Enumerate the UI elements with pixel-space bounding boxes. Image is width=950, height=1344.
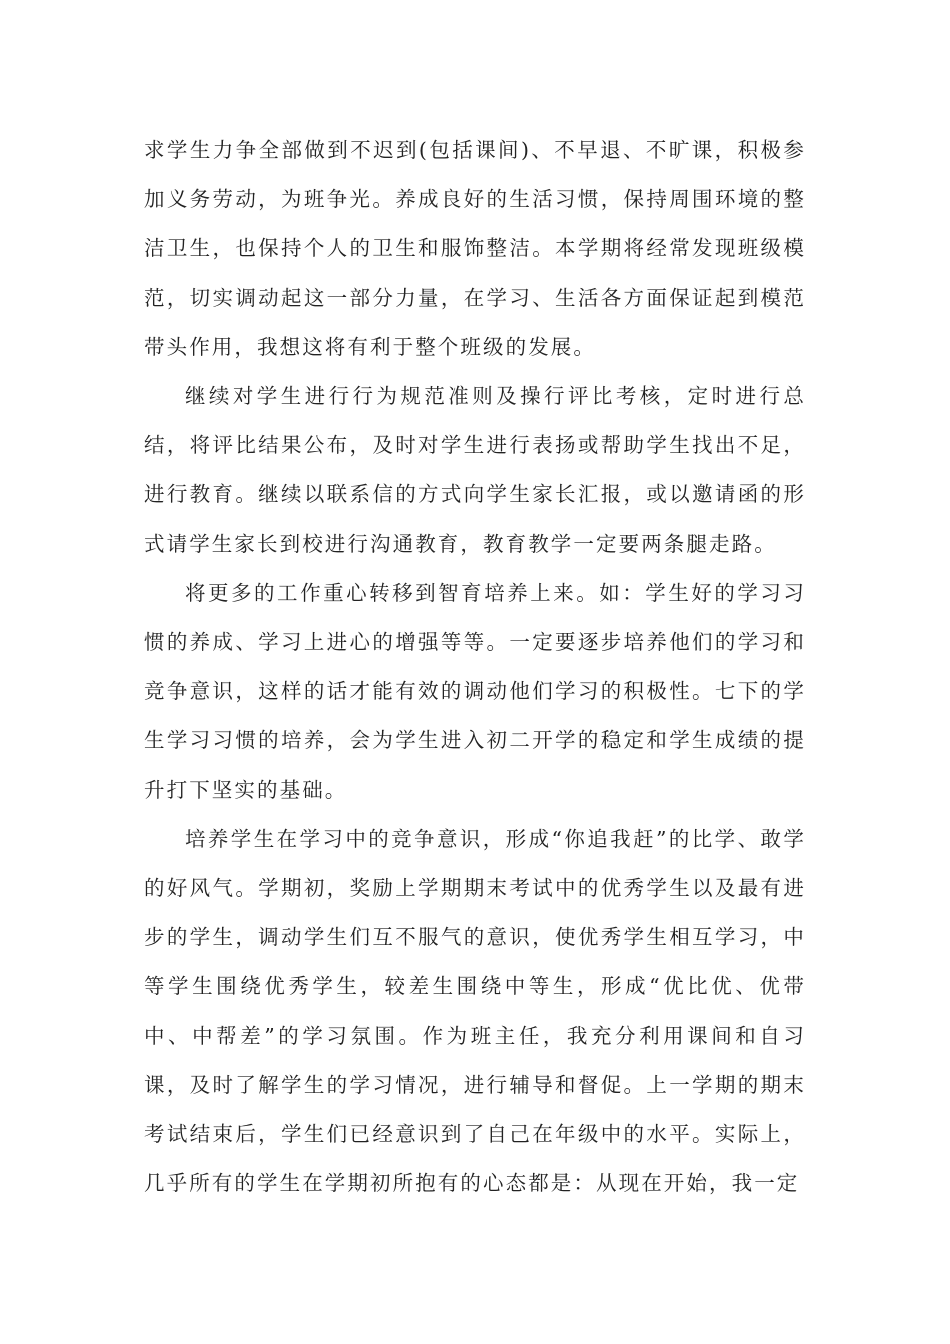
document-body [144, 126, 806, 1208]
paragraph-competition-awareness: 培养学生在学习中的竞争意识，形成“你追我赶”的比学、敢学的好风气。学期初，奖励上学期期末考试中的优秀学生以及最有进步的学生，调动学生们互不服气的意识，使优秀学生相互学习，中等学生围绕优秀学生，较差生围绕中等生，形成“优比优、优带中、中帮差”的学习氛围。作为班主任，我充分利用课间和自习课，及时了解学生的学习情况，进行辅导和督促。上一学期的期末考试结束后，学生们已经意识到了自己在年级中的水平。实际上，几乎所有的学生在学期初所抱有的心态都是：从现在开始，我一定 [144, 826, 806, 1196]
paragraph-behavior-assessment: 继续对学生进行行为规范准则及操行评比考核，定时进行总结，将评比结果公布，及时对学生进行表扬或帮助学生找出不足，进行教育。继续以联系信的方式向学生家长汇报，或以邀请函的形式请学生家长到校进行沟通教育，教育教学一定要两条腿走路。 [144, 384, 806, 556]
paragraph-continued: 求学生力争全部做到不迟到(包括课间)、不早退、不旷课，积极参加义务劳动，为班争光。养成良好的生活习惯，保持周围环境的整洁卫生，也保持个人的卫生和服饰整洁。本学期将经常发现班级模范，切实调动起这一部分力量，在学习、生活各方面保证起到模范带头作用，我想这将有利于整个班级的发展。 [144, 138, 806, 359]
paragraph-intellectual-education: 将更多的工作重心转移到智育培养上来。如：学生好的学习习惯的养成、学习上进心的增强等等。一定要逐步培养他们的学习和竞争意识，这样的话才能有效的调动他们学习的积极性。七下的学生学习习惯的培养，会为学生进入初二开学的稳定和学生成绩的提升打下坚实的基础。 [144, 580, 806, 802]
